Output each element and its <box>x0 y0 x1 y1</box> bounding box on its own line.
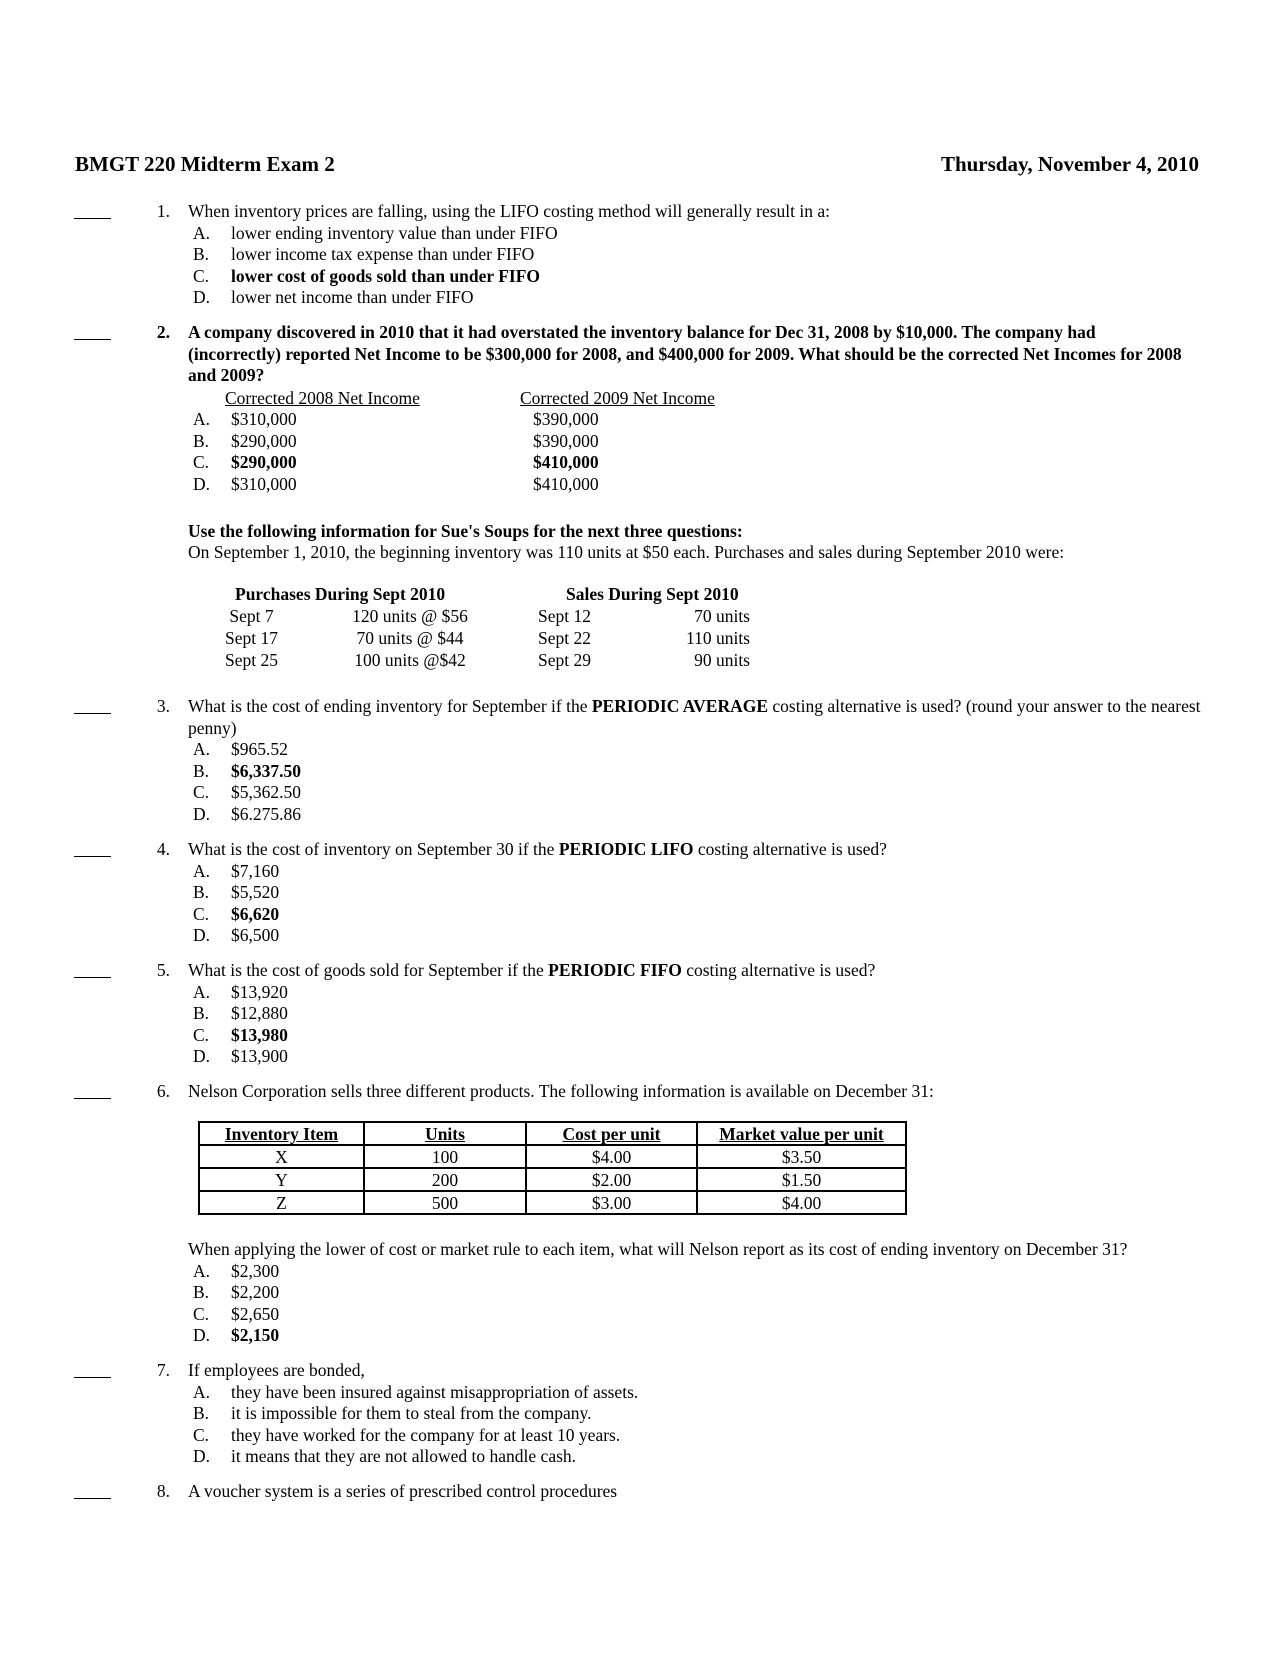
exam-date: Thursday, November 4, 2010 <box>940 152 1199 176</box>
answer-blank-1[interactable] <box>74 218 111 219</box>
answer-blank-3[interactable] <box>74 713 111 714</box>
question-text: What is the cost of ending inventory for September if the PERIODIC AVERAGE costing alternative is used? (round your answer to the nearest penny) <box>188 696 1201 738</box>
question-number: 2. <box>156 322 170 342</box>
sale-date: Sept 22 <box>538 628 591 648</box>
table-header: Units <box>364 1122 526 1145</box>
option-2a-2009: $390,000 <box>533 409 599 429</box>
question-text: What is the cost of inventory on September 30 if the PERIODIC LIFO costing alternative is used? <box>188 839 887 859</box>
question-text: What is the cost of goods sold for September if the PERIODIC FIFO costing alternative is used? <box>188 960 876 980</box>
option-1b: B. lower income tax expense than under FIFO <box>193 244 535 264</box>
option-2d: D. $310,000 <box>193 474 297 494</box>
option-4d: D. $6,500 <box>193 925 280 945</box>
inventory-table <box>198 1121 907 1215</box>
option-1d: D. lower net income than under FIFO <box>193 287 474 307</box>
table-cell: 500 <box>364 1191 526 1214</box>
table-cell: $4.00 <box>526 1145 697 1168</box>
sale-units: 90 units <box>694 650 750 670</box>
purchase-date: Sept 17 <box>225 628 278 648</box>
answer-blank-7[interactable] <box>74 1377 111 1378</box>
purchase-date: Sept 25 <box>225 650 278 670</box>
purchase-detail: 120 units @ $56 <box>352 606 468 626</box>
table-header-row <box>199 1122 906 1145</box>
table-row <box>199 1145 906 1168</box>
option-1a: A. lower ending inventory value than under FIFO <box>193 223 558 243</box>
answer-blank-8[interactable] <box>74 1498 111 1499</box>
option-5a: A. $13,920 <box>193 982 288 1002</box>
table-cell: $3.00 <box>526 1191 697 1214</box>
table-row <box>199 1191 906 1214</box>
answer-blank-4[interactable] <box>74 856 111 857</box>
option-2b-2009: $390,000 <box>533 431 599 451</box>
table-cell: Y <box>199 1168 364 1191</box>
table-cell: 100 <box>364 1145 526 1168</box>
option-2a: A. $310,000 <box>193 409 297 429</box>
option-5c: C. $13,980 <box>193 1025 288 1045</box>
option-2c-2009: $410,000 <box>533 452 599 472</box>
question-text: If employees are bonded, <box>188 1360 365 1380</box>
question-text: Nelson Corporation sells three different products. The following information is available on December 31: <box>188 1081 934 1101</box>
table-row <box>199 1168 906 1191</box>
option-7b: B. it is impossible for them to steal from the company. <box>193 1403 592 1423</box>
question-text: A voucher system is a series of prescribed control procedures <box>188 1481 618 1501</box>
col-header-2008: Corrected 2008 Net Income <box>225 388 420 408</box>
option-4a: A. $7,160 <box>193 861 280 881</box>
option-3a: A. $965.52 <box>193 739 288 759</box>
question-number: 8. <box>156 1481 170 1501</box>
sale-date: Sept 12 <box>538 606 591 626</box>
table-cell: $2.00 <box>526 1168 697 1191</box>
answer-blank-2[interactable] <box>74 339 111 340</box>
sues-soups-intro: On September 1, 2010, the beginning inventory was 110 units at $50 each. Purchases and sales during September 2010 were: <box>188 542 1065 562</box>
table-cell: $1.50 <box>697 1168 906 1191</box>
purchases-header: Purchases During Sept 2010 <box>235 584 446 604</box>
table-cell: Z <box>199 1191 364 1214</box>
option-2d-2009: $410,000 <box>533 474 599 494</box>
option-6d: D. $2,150 <box>193 1325 280 1345</box>
question-number: 1. <box>156 201 170 221</box>
table-cell: X <box>199 1145 364 1168</box>
option-3c: C. $5,362.50 <box>193 782 301 802</box>
option-2c: C. $290,000 <box>193 452 297 472</box>
answer-blank-6[interactable] <box>74 1098 111 1099</box>
question-number: 5. <box>156 960 170 980</box>
option-4c: C. $6,620 <box>193 904 280 924</box>
question-text: A company discovered in 2010 that it had overstated the inventory balance for Dec 31, 2008 by $10,000. The company had (incorrectly) reported Net Income to be $300,000 for 2008, and $400,000 for 2009. What should be the corrected Net Incomes for 2008 and 2009? <box>188 322 1182 385</box>
question-number: 4. <box>156 839 170 859</box>
option-6a: A. $2,300 <box>193 1261 280 1281</box>
sues-soups-heading: Use the following information for Sue's Soups for the next three questions: <box>188 521 743 541</box>
option-6b: B. $2,200 <box>193 1282 280 1302</box>
option-6c: C. $2,650 <box>193 1304 280 1324</box>
purchase-date: Sept 7 <box>229 606 274 626</box>
question-number: 7. <box>156 1360 170 1380</box>
col-header-2009: Corrected 2009 Net Income <box>520 388 715 408</box>
option-2b: B. $290,000 <box>193 431 297 451</box>
exam-title: BMGT 220 Midterm Exam 2 <box>75 152 335 176</box>
question-number: 3. <box>156 696 170 716</box>
table-header: Cost per unit <box>526 1122 697 1145</box>
purchase-detail: 70 units @ $44 <box>356 628 464 648</box>
table-cell: $4.00 <box>697 1191 906 1214</box>
answer-blank-5[interactable] <box>74 977 111 978</box>
table-cell: 200 <box>364 1168 526 1191</box>
table-header: Inventory Item <box>199 1122 364 1145</box>
option-1c: C. lower cost of goods sold than under FIFO <box>193 266 541 286</box>
sale-date: Sept 29 <box>538 650 591 670</box>
sales-header: Sales During Sept 2010 <box>566 584 739 604</box>
option-5d: D. $13,900 <box>193 1046 288 1066</box>
question-text: When inventory prices are falling, using the LIFO costing method will generally result in a: <box>188 201 830 221</box>
option-3d: D. $6.275.86 <box>193 804 301 824</box>
option-7d: D. it means that they are not allowed to handle cash. <box>193 1446 577 1466</box>
table-header: Market value per unit <box>697 1122 906 1145</box>
purchase-detail: 100 units @$42 <box>354 650 466 670</box>
option-7a: A. they have been insured against misappropriation of assets. <box>193 1382 639 1402</box>
table-cell: $3.50 <box>697 1145 906 1168</box>
sale-units: 110 units <box>685 628 750 648</box>
question-number: 6. <box>156 1081 170 1101</box>
option-7c: C. they have worked for the company for at least 10 years. <box>193 1425 621 1445</box>
option-4b: B. $5,520 <box>193 882 280 902</box>
option-5b: B. $12,880 <box>193 1003 288 1023</box>
option-3b: B. $6,337.50 <box>193 761 301 781</box>
question-followup: When applying the lower of cost or market rule to each item, what will Nelson report as its cost of ending inventory on December 31? <box>188 1239 1128 1259</box>
sale-units: 70 units <box>694 606 750 626</box>
